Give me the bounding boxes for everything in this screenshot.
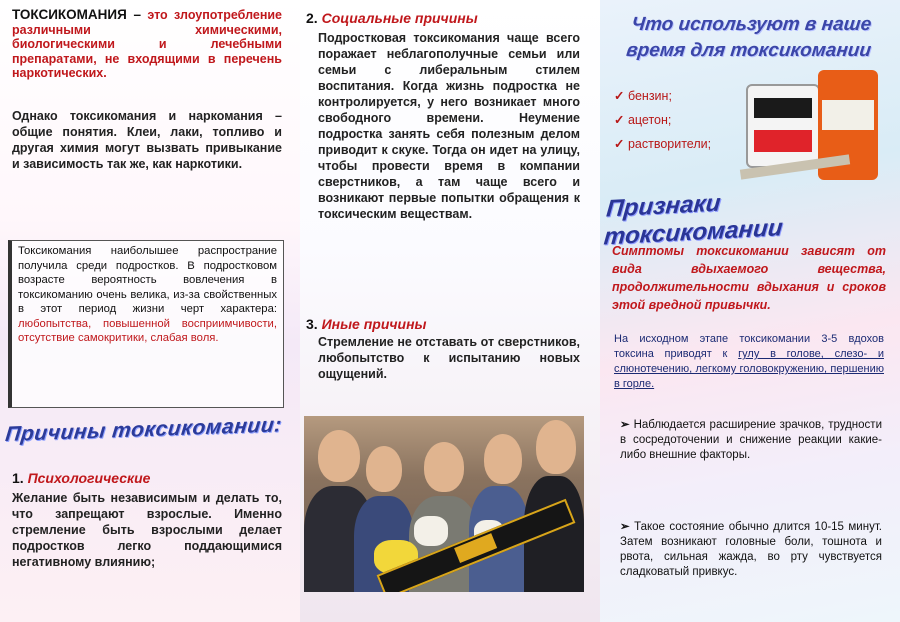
bullet-text: Наблюдается расширение зрачков, трудности в сосредоточении и снижение реакции какие-либо внешние факторы. bbox=[620, 419, 882, 461]
cause-3-heading bbox=[306, 316, 427, 332]
teen-risk-box bbox=[8, 240, 284, 408]
list-item: ✓ растворители; bbox=[614, 132, 774, 156]
photo-face bbox=[424, 442, 464, 492]
bullet-text: Такое состояние обычно длится 10-15 минут. Затем возникают головные боли, тошнота и рвота, сильная жажда, во рту чувствуется сладковатый привкус. bbox=[620, 521, 883, 578]
cause-3-text: Стремление не отставать от сверстников, любопытство к испытанию новых ощущений. bbox=[318, 335, 580, 381]
initial-stage-underlined: гулу в голове, слезо- и слюнотечению, легкому головокружению, першению в горле. bbox=[614, 348, 884, 390]
teen-risk-text: Токсикомания наиболышее распространие получила среди подростков. В подростковом возрасте вероятность вовлечения в токсикоманию очень велика, из-за свойственных в этот период жизни черт характера: bbox=[18, 245, 277, 315]
list-item: ✓ бензин; bbox=[614, 84, 774, 108]
list-item: ✓ ацетон; bbox=[614, 108, 774, 132]
can-image bbox=[746, 84, 820, 168]
cause-2-text: Подростковая токсикомания чаще всего поражает неблагополучные семьи или семьи с либеральным стилем воспитания. Когда жизнь подростка не контролируется, у него возникает много свободного времени. Неумение подростка занять себя полезным делом приводит к скуке. Тогда он идет на улицу, чтобы провести время в компании сверстников, а там чаще всего и возникают первые попытки обращения к токсическим веществам. bbox=[318, 31, 580, 221]
bullet-dilation bbox=[620, 418, 882, 463]
cause-2-title: Социальные причины bbox=[321, 10, 478, 26]
definition-text: это злоупотребление различными химическими, биологическими и лечебными препаратами, не входящими в перечень наркотических. bbox=[12, 8, 283, 80]
photo-face bbox=[484, 434, 522, 484]
cause-1-heading bbox=[12, 470, 150, 486]
cause-3-number: 3. bbox=[306, 316, 318, 332]
signs-heading: Признаки токсикомании bbox=[602, 189, 784, 251]
teen-risk-traits: любопытства, повышенной восприимчивости, отсутствие самокритики, слабая воля. bbox=[18, 317, 277, 344]
definition-term: ТОКСИКОМАНИЯ – bbox=[12, 7, 141, 22]
symptoms-text: Симптомы токсикомании зависят от вида вдыхаемого вещества, продолжительности вдыхания и сроков этой вредной привычки. bbox=[612, 244, 886, 312]
can-stripe bbox=[754, 130, 812, 152]
cause-2-number: 2. bbox=[306, 10, 318, 26]
cause-2-heading bbox=[306, 10, 478, 26]
cause-1-number: 1. bbox=[12, 470, 24, 486]
definition-paragraph bbox=[12, 8, 282, 81]
can-label bbox=[754, 98, 812, 118]
cause-1-text: Желание быть независимым и делать то, что запрещают взрослые. Именно стремление быть взрослыми делает подростков легко поддающимися негативному влиянию; bbox=[12, 491, 282, 569]
cause-3-title: Иные причины bbox=[321, 316, 427, 332]
initial-stage-plain: На исходном этапе токсикомании 3-5 вдохов токсина приводят к bbox=[614, 333, 884, 360]
arrow-right-icon: ➢ bbox=[620, 521, 630, 533]
column-psychological bbox=[0, 0, 300, 622]
photo-bag bbox=[414, 516, 448, 546]
cause-1-title: Психологические bbox=[27, 470, 151, 486]
arrow-right-icon: ➢ bbox=[620, 419, 630, 431]
bullet-duration bbox=[620, 520, 882, 580]
teenagers-photo bbox=[304, 416, 584, 592]
photo-face bbox=[318, 430, 360, 482]
column-signs bbox=[600, 0, 900, 622]
substances-title: Что используют в наше время для токсикомании bbox=[625, 14, 873, 61]
photo-face bbox=[536, 420, 576, 474]
general-concepts-paragraph: Однако токсикомания и наркомания – общие понятия. Клеи, лаки, топливо и другая химия могут вызвать привыкание и зависимость так же, как наркотики. bbox=[12, 109, 282, 171]
column-social bbox=[300, 0, 600, 622]
causes-heading: Причины токсикомании: bbox=[4, 413, 284, 447]
spray-can-label bbox=[822, 100, 874, 130]
initial-stage-text bbox=[614, 332, 884, 392]
products-image bbox=[740, 64, 890, 194]
photo-face bbox=[366, 446, 402, 492]
